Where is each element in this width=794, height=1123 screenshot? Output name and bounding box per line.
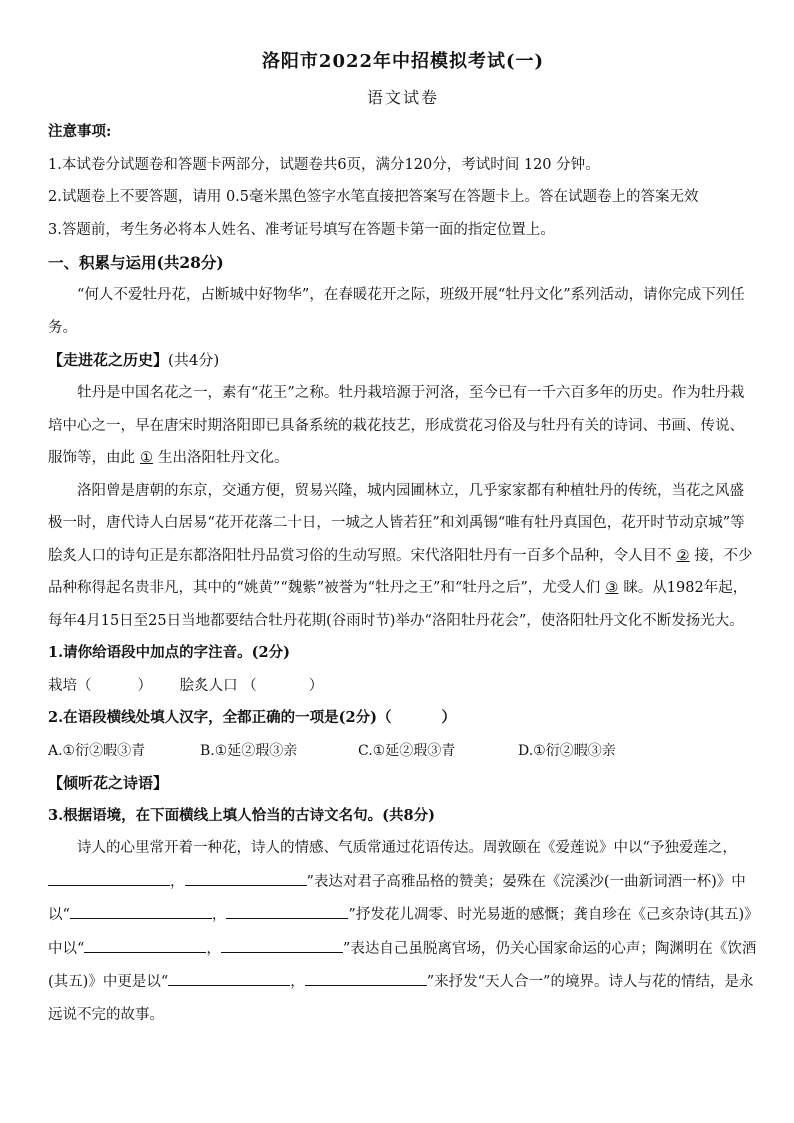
q3-text-6: ， — [206, 940, 221, 957]
q3-text-4: ， — [211, 907, 227, 923]
option-b[interactable]: B.①延②瑕③亲 — [200, 742, 298, 759]
q3-text-8: ， — [290, 974, 305, 990]
notice-heading: 注意事项: — [48, 123, 112, 140]
q1-item-2-close: ） — [308, 677, 324, 694]
history-paragraph-1 — [48, 377, 758, 475]
q3-text-3: ”表达对君子高雅品格的赞美；晏殊在《浣溪沙(一曲新词酒一杯)》中以“ — [48, 873, 746, 923]
question-2-stem — [48, 702, 758, 735]
notice-item-1: 1.本试卷分试题卷和答题卡两部分，试题卷共6页，满分120分，考试时间 120 分钟。 — [48, 156, 600, 173]
option-a[interactable]: A.①衍②暇③青 — [48, 742, 146, 759]
exam-page — [48, 46, 758, 1031]
q3-blank-5[interactable] — [84, 932, 206, 953]
history-paragraph-2 — [48, 475, 758, 638]
blank-3: ③ — [605, 580, 619, 596]
part-poetry-title: 【倾听花之诗语】 — [48, 773, 169, 792]
question-1-stem: 1.请你给语段中加点的字注音。(2分) — [48, 644, 290, 661]
q3-blank-3[interactable] — [70, 898, 212, 919]
question-3-paragraph — [48, 832, 758, 1031]
question-2-options — [48, 735, 758, 767]
para2-text-a: 洛阳曾是唐朝的东京，交通方便，贸易兴隆，城内园圃林立，几乎家家都有种植牡丹的传统，当花之风盛极一时，唐代诗人白居易“花开花落二十日，一城之人皆若狂”和刘禹锡“唯有牡丹真国色，花开时节动京城”等脍炙人口的诗句正是东都洛阳牡丹品赏习俗的生动写照。宋代洛阳牡丹有一百多个品种，令人目不 — [48, 482, 745, 564]
notice-item-2: 2.试题卷上不要答题，请用 0.5毫米黑色签字水笔直接把答案写在答题卡上。答在试题卷上的答案无效 — [48, 189, 699, 205]
q1-item-1: 栽培（ — [48, 677, 92, 694]
para2-text-c: 睐。从1982年起，每年4月15日至25日当地都要结合牡丹花期(谷雨时节)举办“洛阳牡丹花会”，使洛阳牡丹文化不断发扬光大。 — [48, 580, 748, 629]
question-3-stem: 3.根据语境，在下面横线上填人恰当的古诗文名句。(共8分) — [48, 806, 435, 824]
section-heading: 一、积累与运用(共28分) — [48, 253, 224, 272]
q3-text-1: 诗人的心里常开着一种花，诗人的情感、气质常通过花语传达。周敦颐在《爱莲说》中以“予独爱莲之， — [77, 840, 737, 856]
exam-subtitle: 语文试卷 — [366, 88, 439, 107]
q3-blank-8[interactable] — [305, 965, 427, 986]
para2-text-b: 接，不少品种称得起名贵非凡，其中的“姚黄”“魏紫”被誉为“牡丹之王”和“牡丹之后”，尤受人们 — [48, 547, 753, 596]
part-poetry-heading — [48, 767, 758, 800]
notice-item-3: 3.答题前，考生务必将本人姓名、准考证号填写在答题卡第一面的指定位置上。 — [48, 221, 555, 238]
q3-blank-6[interactable] — [221, 932, 343, 953]
q3-blank-7[interactable] — [168, 965, 290, 986]
blank-2: ② — [676, 547, 690, 564]
option-d[interactable]: D.①衍②暇③亲 — [518, 742, 616, 759]
q3-text-2: ， — [170, 873, 185, 890]
q3-text-9: ”来抒发“天人合一”的境界。诗人与花的情结，是永远说不完的故事。 — [48, 974, 754, 1023]
part-history-heading — [48, 344, 758, 377]
exam-title: 洛阳市2022年中招模拟考试(一) — [261, 51, 545, 72]
blank-1: ① — [140, 450, 153, 466]
q3-text-7: ”表达自己虽脱离官场，仍关心国家命运的心声；陶渊明在《饮酒(其五)》中更是以“ — [48, 940, 757, 990]
option-c[interactable]: C.①延②瑕③青 — [358, 742, 456, 759]
q3-blank-1[interactable] — [48, 865, 170, 886]
part-history-score: (共4分) — [168, 351, 220, 369]
q3-text-5: ”抒发花儿凋零、时光易逝的感慨；龚自珍在《己亥杂诗(其五)》中以“ — [48, 907, 752, 957]
part-history-title: 【走进花之历史】 — [48, 351, 169, 369]
q2-stem-close: ） — [441, 709, 456, 726]
q1-item-1-close: ） — [137, 677, 152, 694]
q2-stem-text: 2.在语段横线处填人汉字，全都正确的一项是(2分)（ — [48, 709, 392, 726]
q3-blank-4[interactable] — [226, 898, 348, 919]
para1-text-a: 牡丹是中国名花之一，素有“花王”之称。牡丹栽培源于河洛，至今已有一千六百多年的历史。作为牡丹栽培中心之一，早在唐宋时期洛阳即已具备系统的栽花技艺，形成赏花习俗及与牡丹有关的诗词、书画、传说、服饰等，由此 — [48, 385, 745, 466]
question-1-answers — [48, 670, 758, 703]
q3-blank-2[interactable] — [185, 865, 307, 886]
q1-item-2: 脍炙人口 （ — [179, 677, 257, 694]
para1-text-b: 生出洛阳牡丹文化。 — [158, 450, 289, 466]
section-intro: “何人不爱牡丹花，占断城中好物华”，在春暖花开之际，班级开展“牡丹文化”系列活动，请你完成下列任务。 — [48, 287, 745, 336]
